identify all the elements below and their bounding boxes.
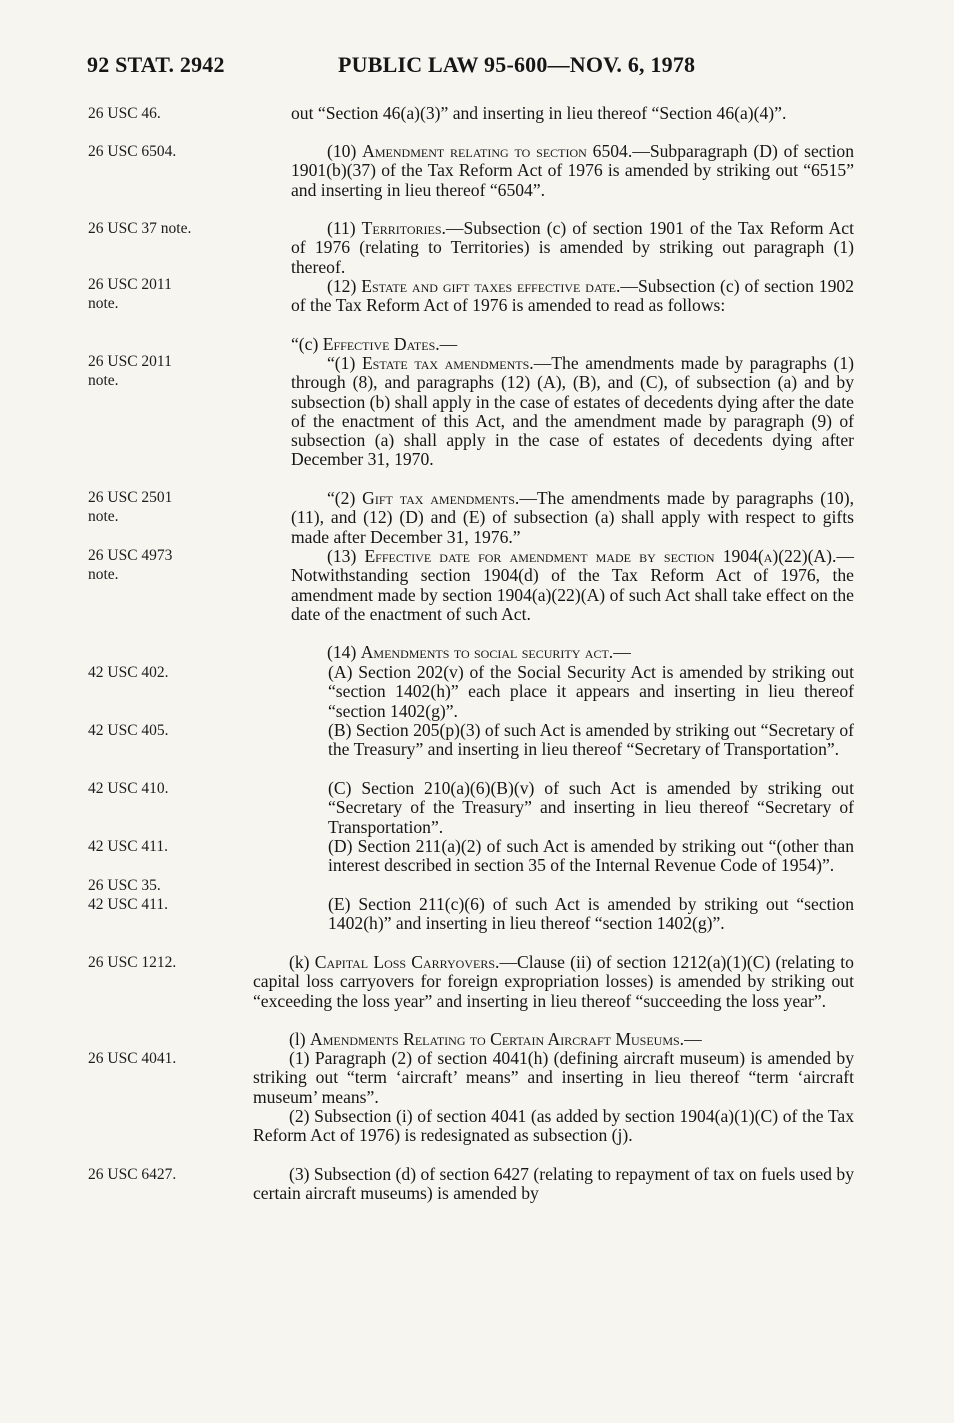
margin-note: 26 USC 4041. (88, 1050, 177, 1067)
margin-note: 26 USC 6427. (88, 1166, 177, 1183)
paragraph-14-b: (B) Section 205(p)(3) of such Act is amended by striking out “Secretary of the Treasury” and inserting in lieu thereof “Secretary of Transportation”. (328, 720, 854, 760)
page-header (87, 52, 857, 82)
paragraph-14-e: (E) Section 211(c)(6) of such Act is amended by striking out “section 1402(h)” and inserting in lieu thereof “section 1402(g)”. (328, 894, 854, 934)
margin-note: 42 USC 411. (88, 896, 168, 913)
margin-note: 26 USC 2501 note. (88, 489, 173, 525)
paragraph: out “Section 46(a)(3)” and inserting in lieu thereof “Section 46(a)(4)”. (291, 103, 787, 123)
margin-note: 26 USC 6504. (88, 143, 177, 160)
stat-page-number: 92 STAT. 2942 (87, 52, 225, 77)
paragraph-14: (14) Amendments to social security act.— (327, 642, 631, 662)
margin-note: 42 USC 411. (88, 838, 168, 855)
paragraph-c-1: “(1) Estate tax amendments.—The amendments made by paragraphs (1) through (8), and paragraphs (12) (A), (B), and (C), of subsection (a) and by subsection (b) shall apply in the case of estates of decedents dying after the date of the enactment of this Act, and the amendment made by paragraph (9) of subsection (a) shall apply in the case of estates of decedents dying after December 31, 1970. (291, 353, 854, 470)
paragraph-13: (13) Effective date for amendment made by section 1904(a)(22)(A).—Notwithstanding section 1904(d) of the Tax Reform Act of 1976, the amendment made by section 1904(a)(22)(A) of such Act shall take effect on the date of the enactment of such Act. (291, 546, 854, 624)
subsection-l-heading: (l) Amendments Relating to Certain Aircraft Museums.— (289, 1029, 702, 1049)
margin-note: 26 USC 35. (88, 877, 161, 894)
subsection-c-heading: “(c) Effective Dates.— (291, 334, 458, 354)
paragraph-10: (10) Amendment relating to section 6504.—Subparagraph (D) of section 1901(b)(37) of the Tax Reform Act of 1976 is amended by striking out “6515” and inserting in lieu thereof “6504”. (291, 141, 854, 200)
margin-note: 26 USC 2011 note. (88, 276, 172, 312)
margin-note: 26 USC 46. (88, 105, 161, 122)
paragraph-14-a: (A) Section 202(v) of the Social Security Act is amended by striking out “section 1402(h)” each place it appears and inserting in lieu thereof “section 1402(g)”. (328, 662, 854, 721)
margin-note: 42 USC 402. (88, 664, 169, 681)
paragraph-14-c: (C) Section 210(a)(6)(B)(v) of such Act is amended by striking out “Secretary of the Treasury” and inserting in lieu thereof “Secretary of Transportation”. (328, 778, 854, 837)
subsection-l-1: (1) Paragraph (2) of section 4041(h) (defining aircraft museum) is amended by striking out “term ‘aircraft’ means” and inserting in lieu thereof “term ‘aircraft museum’ means”. (253, 1048, 854, 1107)
subsection-l-2: (2) Subsection (i) of section 4041 (as added by section 1904(a)(1)(C) of the Tax Reform Act of 1976) is redesignated as subsection (j). (253, 1106, 854, 1146)
paragraph-12: (12) Estate and gift taxes effective date.—Subsection (c) of section 1902 of the Tax Reform Act of 1976 is amended to read as follows: (291, 276, 854, 316)
margin-note: 26 USC 1212. (88, 954, 177, 971)
public-law-title: PUBLIC LAW 95-600—NOV. 6, 1978 (338, 52, 696, 77)
margin-note: 26 USC 2011 note. (88, 353, 172, 389)
subsection-k: (k) Capital Loss Carryovers.—Clause (ii) of section 1212(a)(1)(C) (relating to capital loss carryovers for foreign expropriation losses) is amended by striking out “exceeding the loss year” and inserting in lieu thereof “succeeding the loss year”. (253, 952, 854, 1011)
margin-note: 26 USC 37 note. (88, 220, 192, 237)
paragraph-11: (11) Territories.—Subsection (c) of section 1901 of the Tax Reform Act of 1976 (relating to Territories) is amended by striking out paragraph (1) thereof. (291, 218, 854, 277)
margin-note: 42 USC 410. (88, 780, 169, 797)
paragraph-14-d: (D) Section 211(a)(2) of such Act is amended by striking out “(other than interest described in section 35 of the Internal Revenue Code of 1954)”. (328, 836, 854, 876)
margin-note: 26 USC 4973 note. (88, 547, 173, 583)
margin-note: 42 USC 405. (88, 722, 169, 739)
subsection-l-3: (3) Subsection (d) of section 6427 (relating to repayment of tax on fuels used by certain aircraft museums) is amended by (253, 1164, 854, 1204)
paragraph-c-2: “(2) Gift tax amendments.—The amendments made by paragraphs (10), (11), and (12) (D) and (E) of subsection (a) shall apply with respect to gifts made after December 31, 1976.” (291, 488, 854, 547)
